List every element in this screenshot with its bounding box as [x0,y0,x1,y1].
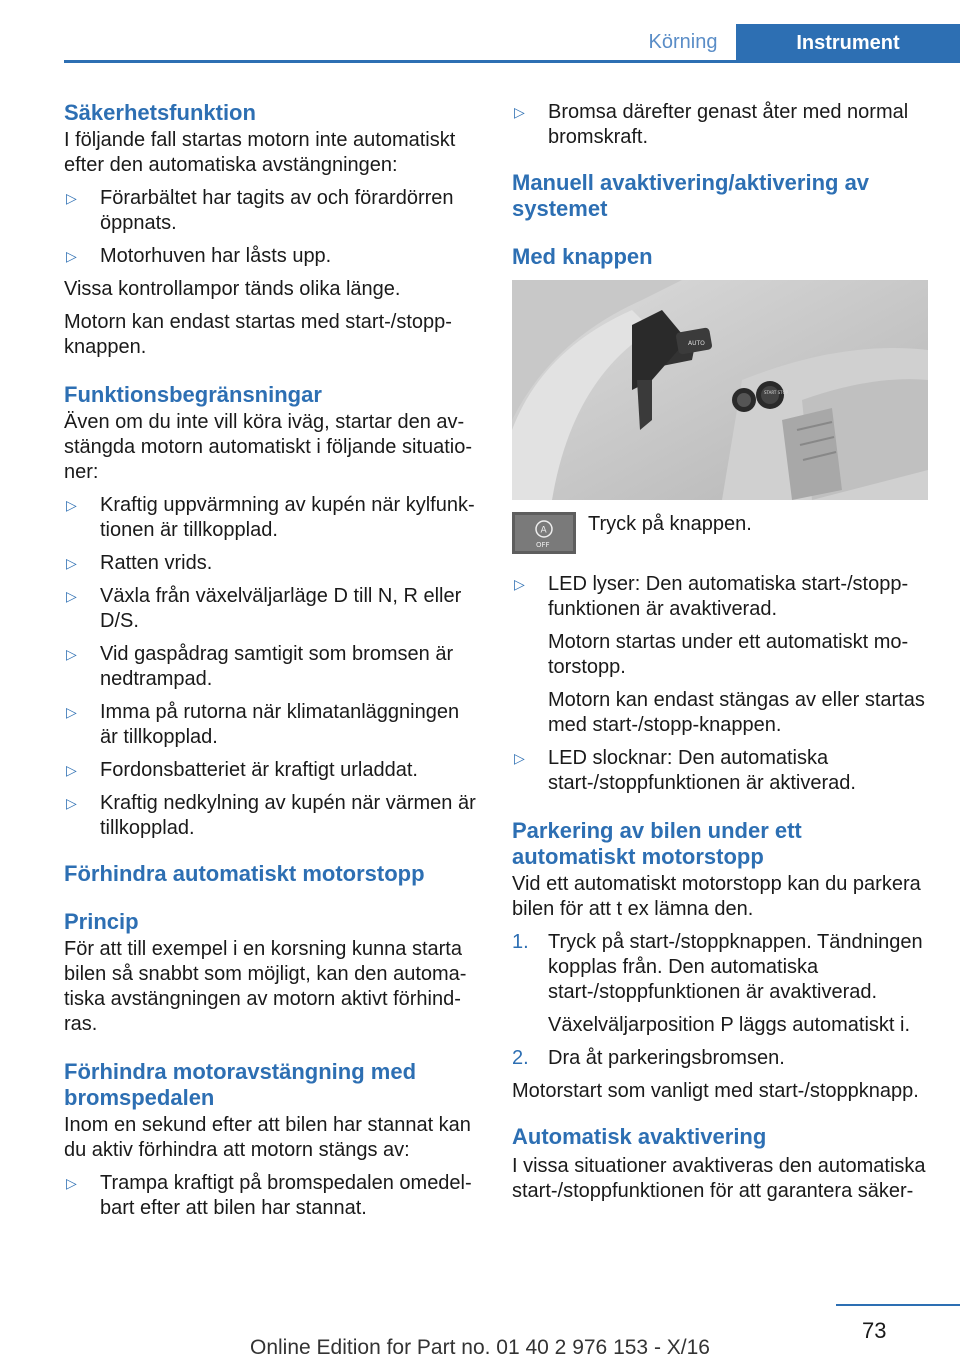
list-item: ▷ Fordonsbatteriet är kraftigt urladdat. [66,759,418,781]
paragraph: Vissa kontrollampor tänds olika länge. [64,278,401,300]
page-number: 73 [862,1318,887,1343]
bullet-list [64,186,476,269]
left-column [64,100,476,1229]
list-item: ▷ Vid gaspådrag samtigit som bromsen är nedtrampad. [66,643,454,690]
bullet-list [512,746,928,796]
paragraph: Motorn kan endast stängas av eller startas med start-/stopp-knappen. [548,689,925,736]
heading-sakerhetsfunktion: Säkerhetsfunktion [64,100,256,125]
paragraph: Även om du inte vill köra iväg, startar den av-stängda motorn automatiskt i följande situatio-ner: [64,411,472,483]
svg-text:OFF: OFF [536,541,550,549]
auto-button-label: AUTO [688,340,705,347]
start-stop-label: START STOP [764,390,789,395]
list-item: 2. Dra åt parkeringsbromsen. [512,1047,785,1069]
heading-princip: Princip [64,909,139,934]
triangle-bullet-icon: ▷ [514,576,525,592]
button-caption-row [512,512,928,562]
list-item: ▷ Förarbältet har tagits av och förardörren öppnats. [66,187,454,234]
bullet-list [512,572,928,622]
paragraph: För att till exempel i en korsning kunna starta bilen så snabbt som möjligt, kan den automa-tiska avstängningen av motorn aktivt förhind-ras. [64,938,467,1035]
triangle-bullet-icon: ▷ [66,795,77,811]
section-tab-korning: Körning [648,30,718,53]
heading-manuell-avaktivering: Manuell avaktivering/aktivering av systemet [512,170,870,221]
svg-text:A: A [540,525,547,536]
heading-parkering: Parkering av bilen under ett automatiskt motorstopp [512,818,802,869]
auto-start-stop-off-icon [512,512,576,554]
list-item: ▷ Ratten vrids. [66,552,213,574]
paragraph: Motorn kan endast startas med start-/stopp-knappen. [64,311,452,358]
triangle-bullet-icon: ▷ [66,588,77,604]
heading-automatisk-avaktivering: Automatisk avaktivering [512,1124,767,1149]
list-item: ▷ Kraftig uppvärmning av kupén när kylfunk-tionen är tillkopplad. [66,494,475,541]
dashboard-photo [512,280,928,500]
list-item: ▷ Växla från växelväljarläge D till N, R eller D/S. [66,585,462,632]
paragraph: Motorn startas under ett automatiskt mo-torstopp. [548,631,909,678]
numbered-list [512,930,928,1005]
paragraph: Inom en sekund efter att bilen har stannat kan du aktiv förhindra att motorn stängs av: [64,1114,471,1161]
heading-forhindra-motorstopp: Förhindra automatiskt motorstopp [64,861,425,886]
triangle-bullet-icon: ▷ [66,646,77,662]
triangle-bullet-icon: ▷ [66,555,77,571]
triangle-bullet-icon: ▷ [66,190,77,206]
list-item: ▷ Bromsa därefter genast åter med normal bromskraft. [514,101,909,148]
list-item: ▷ Trampa kraftigt på bromspedalen omedel-bart efter att bilen har stannat. [66,1172,472,1219]
triangle-bullet-icon: ▷ [66,248,77,264]
button-caption: Tryck på knappen. [588,513,752,535]
triangle-bullet-icon: ▷ [66,762,77,778]
header-rule [64,60,960,63]
bullet-list [64,493,476,841]
bullet-list [512,100,928,150]
paragraph: I vissa situationer avaktiveras den automatiska start-/stoppfunktionen för att garantera säker- [512,1155,926,1202]
paragraph: I följande fall startas motorn inte automatiskt efter den automatiska avstängningen: [64,129,456,176]
triangle-bullet-icon: ▷ [66,704,77,720]
footer-edition: Online Edition for Part no. 01 40 2 976 153 - X/16 [250,1336,710,1359]
list-item: 1. Tryck på start-/stoppknappen. Tändningen kopplas från. Den automatiska start-/stoppfunktionen är avaktiverad. [512,931,923,1003]
heading-funktionsbegransningar: Funktionsbegränsningar [64,382,322,407]
bullet-list [64,1171,476,1221]
paragraph: Motorstart som vanligt med start-/stoppknapp. [512,1080,919,1102]
heading-med-knappen: Med knappen [512,244,653,269]
triangle-bullet-icon: ▷ [66,497,77,513]
paragraph: Vid ett automatiskt motorstopp kan du parkera bilen för att t ex lämna den. [512,873,921,920]
right-column [512,100,928,1212]
list-item: ▷ LED lyser: Den automatiska start-/stopp-funktionen är avaktiverad. [514,573,909,620]
list-item: ▷ Motorhuven har låsts upp. [66,245,332,267]
list-item: ▷ LED slocknar: Den automatiska start-/stoppfunktionen är aktiverad. [514,747,856,794]
list-item: ▷ Kraftig nedkylning av kupén när värmen är tillkopplad. [66,792,476,839]
triangle-bullet-icon: ▷ [514,104,525,120]
triangle-bullet-icon: ▷ [514,750,525,766]
triangle-bullet-icon: ▷ [66,1175,77,1191]
footer-rule [836,1304,960,1306]
list-item: ▷ Imma på rutorna när klimatanläggningen är tillkopplad. [66,701,460,748]
section-tab-instrument: Instrument [736,24,960,63]
numbered-list [512,1046,928,1071]
heading-bromspedalen: Förhindra motoravstängning med bromspedalen [64,1059,417,1110]
paragraph: Växelväljarposition P läggs automatiskt i. [548,1014,911,1036]
